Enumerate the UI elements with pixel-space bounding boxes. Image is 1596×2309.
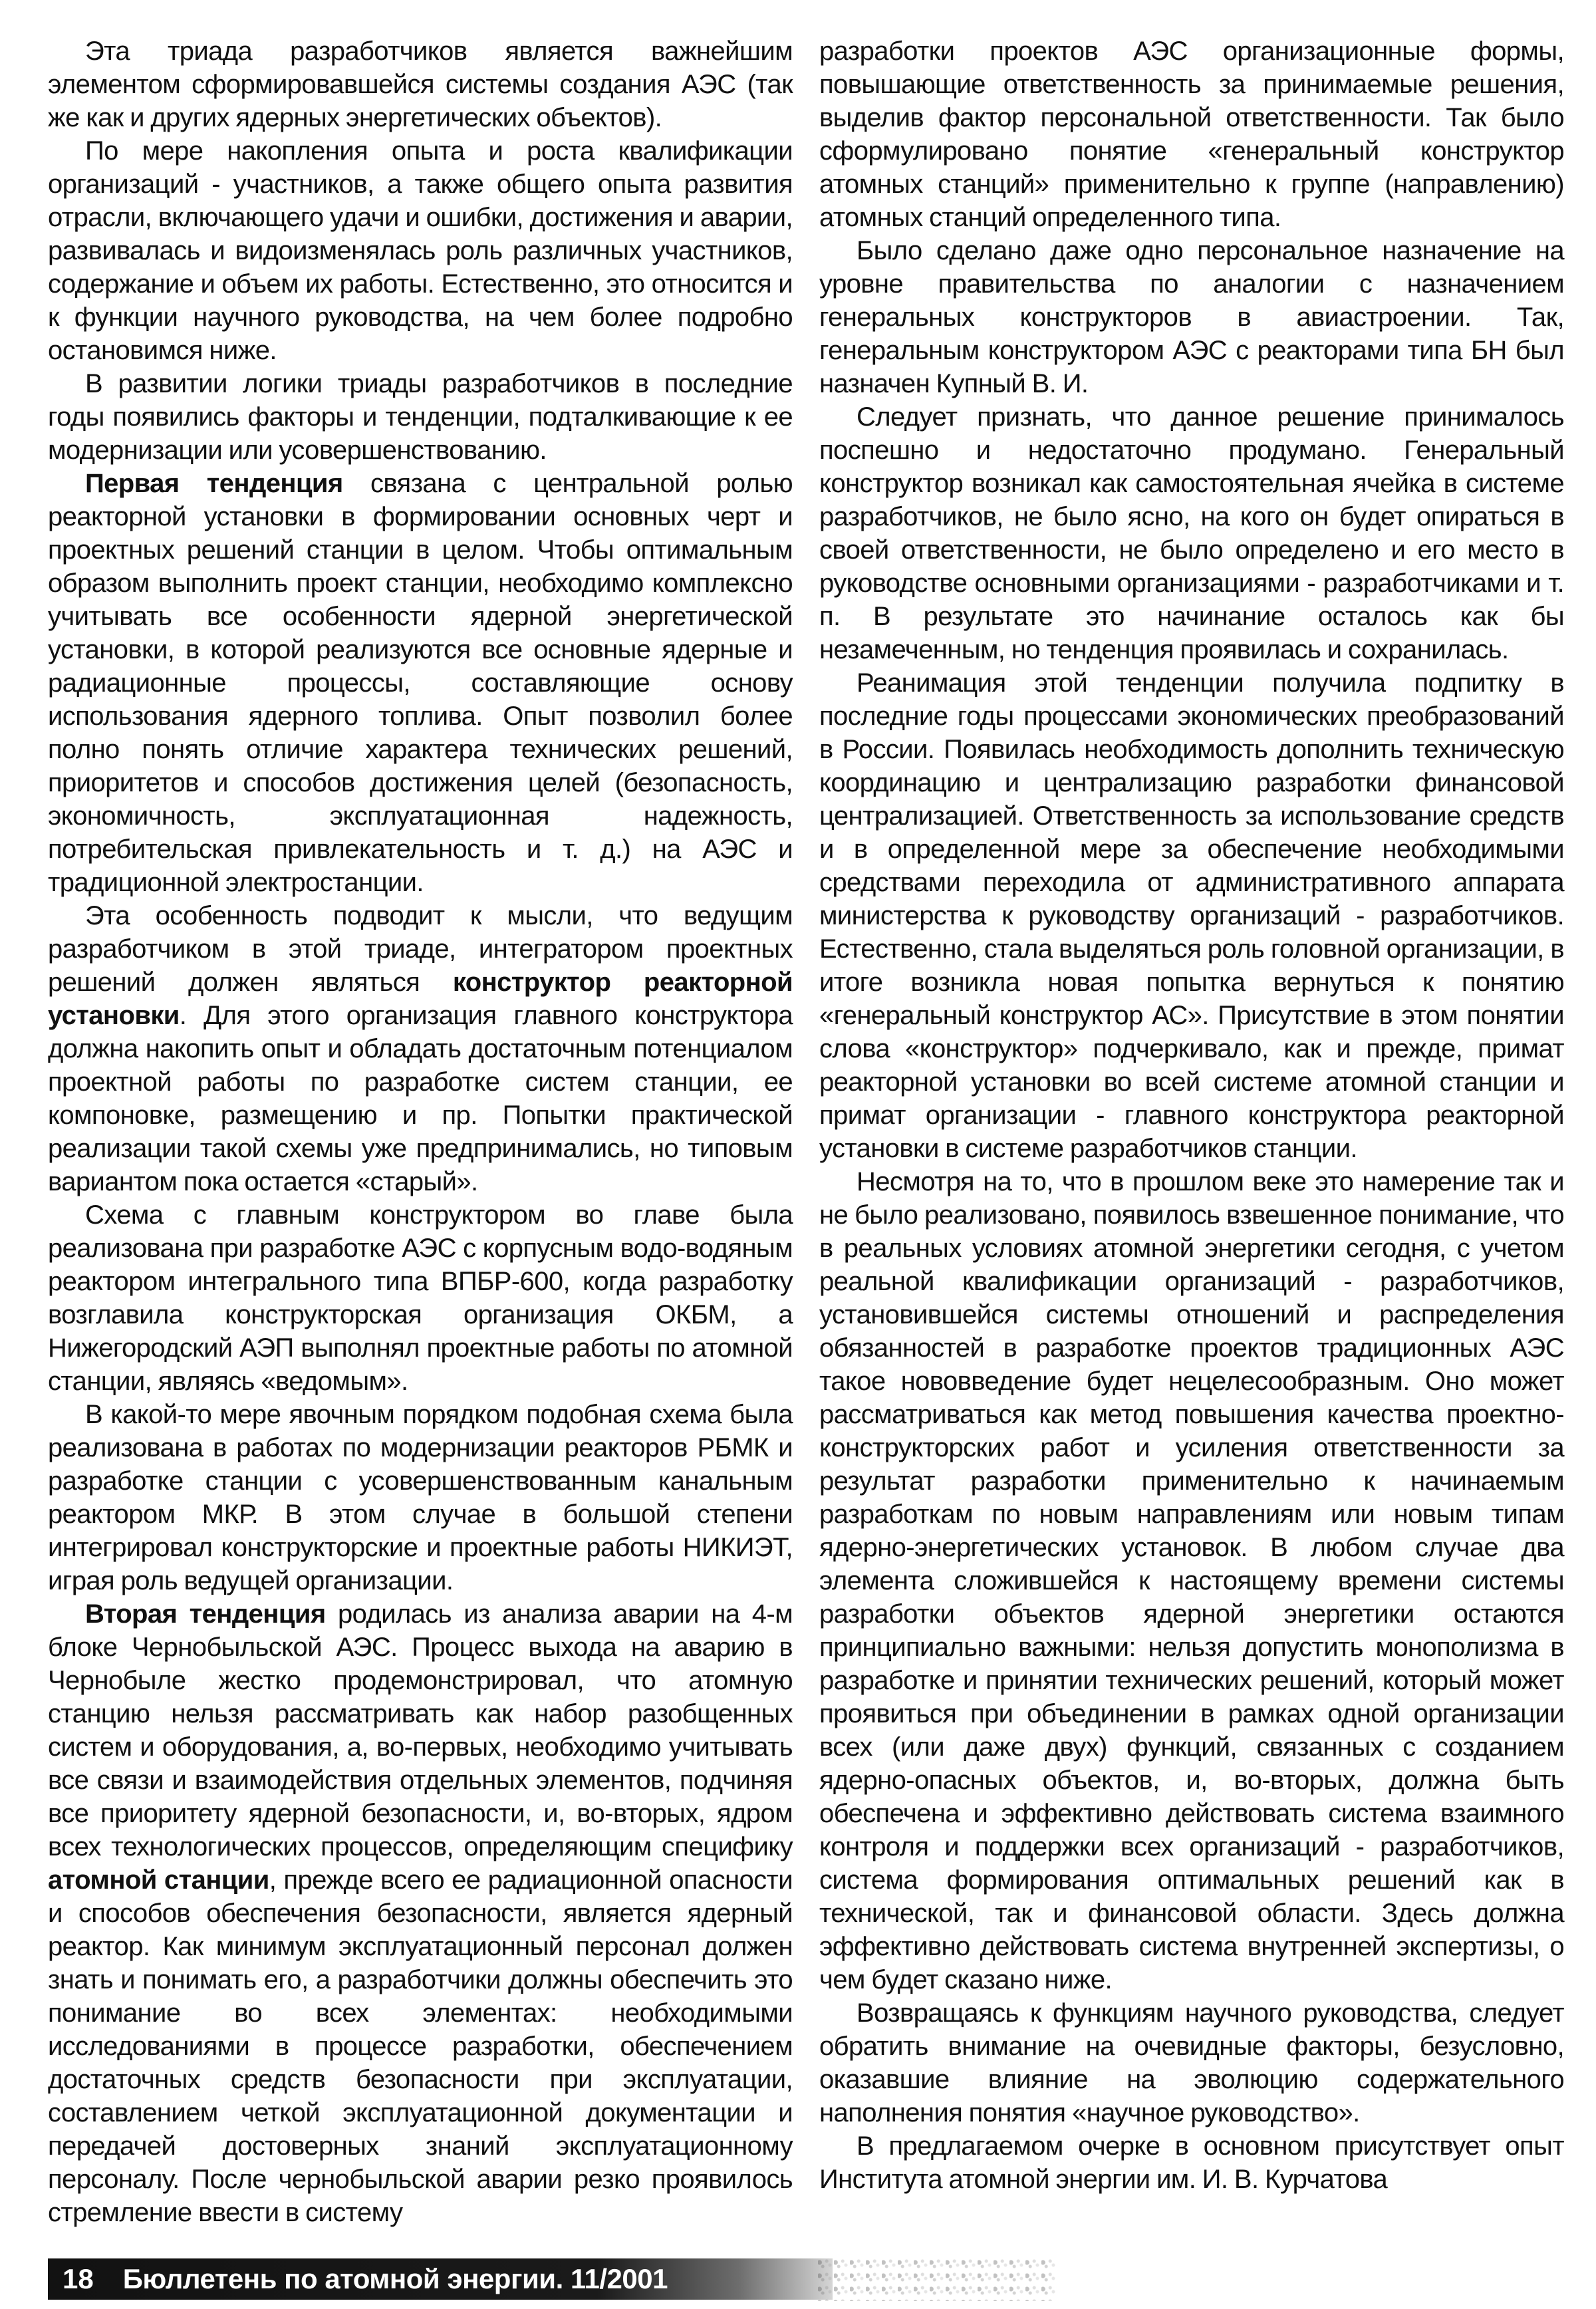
paragraph: Возвращаясь к функциям научного руководства, следует обратить внимание на очевидные факторы, безусловно, оказавшие влияние на эволюцию содержательного наполнения понятия «научное руководство». — [819, 1998, 1564, 2127]
page-number: 18 — [63, 2263, 94, 2294]
paragraph: В предлагаемом очерке в основном присутствует опыт Института атомной энергии им. И. В. Курчатова — [819, 2131, 1564, 2194]
paragraph: По мере накопления опыта и роста квалификации организаций - участников, а также общего опыта развития отрасли, включающего удачи и ошибки, достижения и аварии, развивалась и видоизменялась роль различных участников, содержание и объем их работы. Естественно, это относится и к функции научного руководства, на чем более подробно остановимся ниже. — [48, 136, 793, 365]
paragraph: В какой-то мере явочным порядком подобная схема была реализована в работах по модернизации реакторов РБМК и разработке станции с усовершенствованным канальным реактором МКР. В этом случае в большой степени интегрировал конструкторские и проектные работы НИКИЭТ, играя роль ведущей организации. — [48, 1400, 793, 1595]
paragraph: Вторая тенденция родилась из анализа аварии на 4-м блоке Чернобыльской АЭС. Процесс выхода на аварию в Чернобыле жестко продемонстрировал, что атомную станцию нельзя рассматривать как набор разобщенных систем и оборудования, а, во-первых, необходимо учитывать все связи и взаимодействия отдельных элементов, подчиняя все приоритету ядерной безопасности, и, во-вторых, ядром всех технологических процессов, определяющим специфику атомной станции, прежде всего ее радиационной опасности и способов обеспечения безопасности, является ядерный реактор. Как минимум эксплуатационный персонал должен знать и понимать его, а разработчики должны обеспечить это понимание во всех элементах: необходимыми исследованиями в процессе разработки, обеспечением достаточных средств безопасности при эксплуатации, составлением четкой эксплуатационной документации и передачей достоверных знаний эксплуатационному персоналу. После чернобыльской аварии резко проявилось стремление ввести в систему — [48, 1599, 793, 2227]
paragraph: Эта триада разработчиков является важнейшим элементом сформировавшейся системы создания АЭС (так же как и других ядерных энергетических объектов). — [48, 37, 793, 132]
emphasis-nuclear-station: атомной станции — [48, 1865, 269, 1895]
paragraph: Было сделано даже одно персональное назначение на уровне правительства по аналогии с назначением генеральных конструкторов в авиастроении. Так, генеральным конструктором АЭС с реакторами типа БН был назначен Купный В. И. — [819, 236, 1564, 398]
paragraph: Первая тенденция связана с центральной ролью реакторной установки в формировании основных черт и проектных решений станции в целом. Чтобы оптимальным образом выполнить проект станции, необходимо комплексно учитывать все особенности ядерной энергетической установки, в которой реализуются все основные ядерные и радиационные процессы, составляющие основу использования ядерного топлива. Опыт позволил более полно понять отличие характера технических решений, приоритетов и способов достижения целей (безопасность, экономичность, эксплуатационная надежность, потребительская привлекательность и т. д.) на АЭС и традиционной электростанции. — [48, 469, 793, 897]
paragraph: Схема с главным конструктором во главе была реализована при разработке АЭС с корпусным водо-водяным реактором интегрального типа ВПБР-600, когда разработку возглавила конструкторская организация ОКБМ, а Нижегородский АЭП выполнял проектные работы по атомной станции, являясь «ведомым». — [48, 1200, 793, 1396]
paragraph: Следует признать, что данное решение принималось поспешно и недостаточно продумано. Генеральный конструктор возникал как самостоятельная ячейка в системе разработчиков, не было ясно, на кого он будет опираться в своей ответственности, не было определено и его место в руководстве основными организациями - разработчиками и т. п. В результате это начинание осталось как бы незамеченным, но тенденция проявилась и сохранилась. — [819, 402, 1564, 664]
paragraph: Реанимация этой тенденции получила подпитку в последние годы процессами экономических преобразований в России. Появилась необходимость дополнить техническую координацию и централизацию разработки финансовой централизацией. Ответственность за использование средств и в определенной мере за обеспечение необходимыми средствами переходила от административного аппарата министерства к руководству организаций - разработчиков. Естественно, стала выделяться роль головной организации, в итоге возникла новая попытка вернуться к понятию «генеральный конструктор АС». Присутствие в этом понятии слова «конструктор» подчеркивало, как и прежде, примат реакторной установки во всей системе атомной станции и примат организации - главного конструктора реакторной установки в системе разработчиков станции. — [819, 668, 1564, 1163]
first-trend-heading: Первая тенденция — [85, 469, 343, 498]
page-footer — [48, 2258, 833, 2300]
journal-title: Бюллетень по атомной энергии. 11/2001 — [122, 2263, 668, 2294]
paragraph: Несмотря на то, что в прошлом веке это намерение так и не было реализовано, появилось взвешенное понимание, что в реальных условиях атомной энергетики сегодня, с учетом реальной квалификации организаций - разработчиков, установившейся системы отношений и распределения обязанностей в разработке проектов традиционных АЭС такое нововведение будет нецелесообразным. Оно может рассматриваться как метод повышения качества проектно-конструкторских работ и усиления ответственности за результат разработки применительно к начинаемым разработкам по новым направлениям или новым типам ядерно-энергетических установок. В любом случае два элемента сложившейся к настоящему времени системы разработки объектов ядерной энергетики остаются принципиально важными: нельзя допустить монополизма в разработке и принятии технических решений, который может проявиться при объединении в рамках одной организации всех (или даже двух) функций, связанных с созданием ядерно-опасных объектов, и, во-вторых, должна быть обеспечена и эффективно действовать система взаимного контроля и поддержки всех организаций - разработчиков, система формирования оптимальных решений как в технической, так и финансовой области. Здесь должна эффективно действовать система внутренней экспертизы, о чем будет сказано ниже. — [819, 1167, 1564, 1994]
second-trend-heading: Вторая тенденция — [85, 1599, 326, 1629]
left-column — [48, 35, 793, 2229]
paragraph: разработки проектов АЭС организационные формы, повышающие ответственность за принимаемые решения, выделив фактор персональной ответственности. Так было сформулировано понятие «генеральный конструктор атомных станций» применительно к группе (направлению) атомных станций определенного типа. — [819, 37, 1564, 232]
right-column — [819, 35, 1564, 2196]
scan-noise — [818, 2257, 1057, 2301]
emphasis-reactor-designer: конструктор реакторной установки — [48, 968, 793, 1030]
paragraph: Эта особенность подводит к мысли, что ведущим разработчиком в этой триаде, интегратором проектных решений должен являться конструктор реакторной установки. Для этого организация главного конструктора должна накопить опыт и обладать достаточным потенциалом проектной работы по разработке систем станции, ее компоновке, размещению и пр. Попытки практической реализации такой схемы уже предпринимались, но типовым вариантом пока остается «старый». — [48, 901, 793, 1196]
paragraph: В развитии логики триады разработчиков в последние годы появились факторы и тенденции, подталкивающие к ее модернизации или усовершенствованию. — [48, 369, 793, 465]
